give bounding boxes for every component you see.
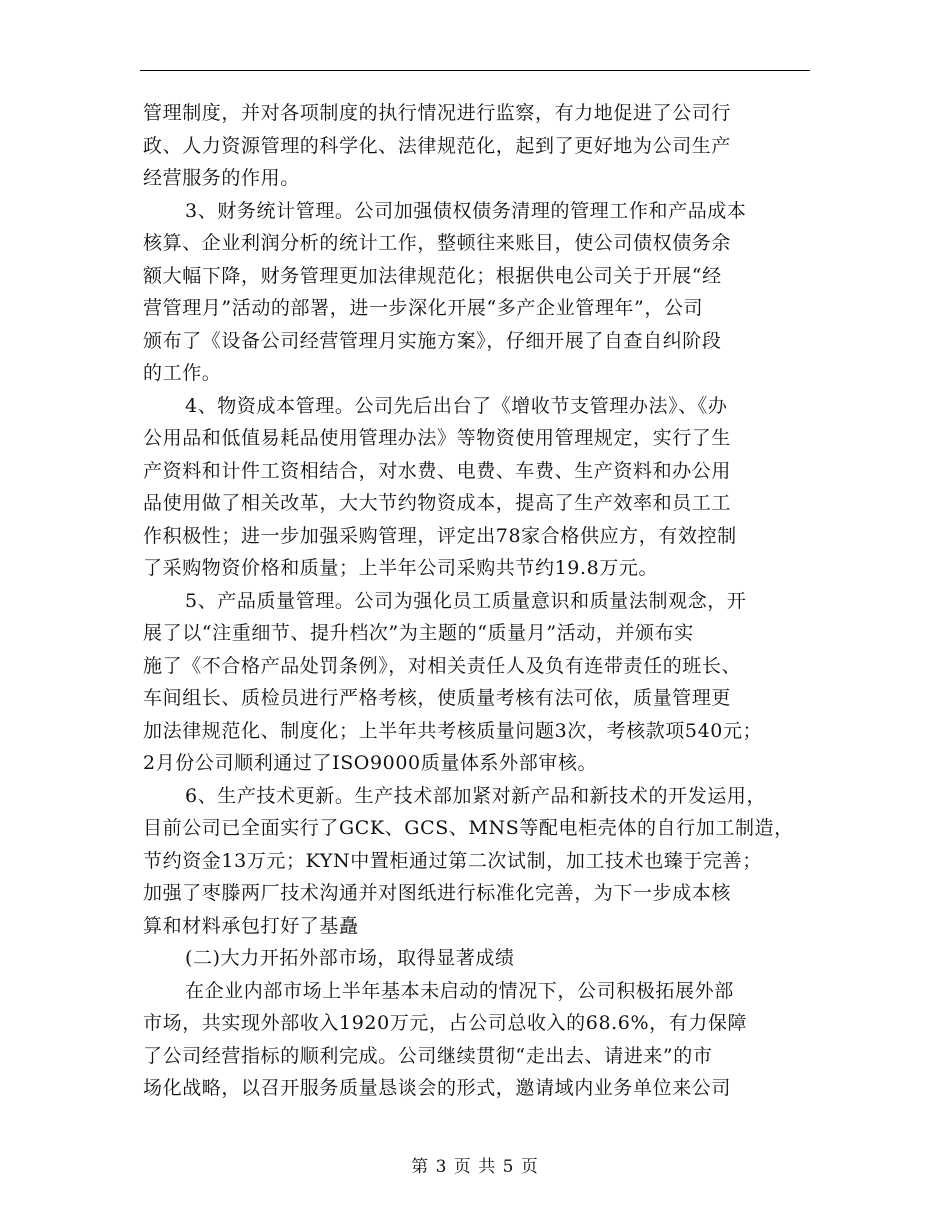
text-line: 场化战略，以召开服务质量恳谈会的形式，邀请域内业务单位来公司	[143, 1077, 732, 1099]
text-line: 市场，共实现外部收入1920万元，占公司总收入的68.6%，有力保障	[143, 1012, 748, 1034]
text-line: 施了《不合格产品处罚条例》，对相关责任人及负有连带责任的班长、	[143, 654, 742, 677]
text-line: 目前公司已全面实行了GCK、GCS、MNS等配电柜壳体的自行加工制造，	[143, 817, 794, 839]
text-line: 加法律规范化、制度化；上半年共考核质量问题3次，考核款项540元；	[143, 719, 763, 742]
text-line: 公用品和低值易耗品使用管理办法》等物资使用管理规定，实行了生	[143, 427, 732, 449]
paragraph-first-line: 5、产品质量管理。公司为强化员工质量意识和质量法制观念，开	[185, 589, 747, 612]
text-line: 展了以“注重细节、提升档次”为主题的“质量月”活动，并颁布实	[143, 622, 694, 644]
header-rule	[140, 70, 810, 71]
text-line: 管理制度，并对各项制度的执行情况进行监察，有力地促进了公司行	[143, 102, 732, 124]
text-line: 算和材料承包打好了基矗	[143, 914, 359, 937]
page-number: 第 3 页 共 5 页	[411, 1157, 539, 1177]
text-line: 核算、企业利润分析的统计工作，整顿往来账目，使公司债权债务余	[143, 232, 732, 254]
text-line: 品使用做了相关改革，大大节约物资成本，提高了生产效率和员工工	[143, 492, 732, 514]
text-line: 节约资金13万元；KYN中置柜通过第二次试制，加工技术也臻于完善；	[143, 849, 762, 872]
text-line: 产资料和计件工资相结合，对水费、电费、车费、生产资料和办公用	[143, 459, 732, 482]
paragraph-first-line: 4、物资成本管理。公司先后出台了《增收节支管理办法》、《办	[185, 394, 728, 417]
text-line: 2月份公司顺利通过了ISO9000质量体系外部审核。	[143, 752, 598, 774]
text-line: 作积极性；进一步加强采购管理，评定出78家合格供应方，有效控制	[143, 524, 737, 547]
paragraph-first-line: 3、财务统计管理。公司加强债权债务清理的管理工作和产品成本	[185, 199, 747, 222]
text-line: 加强了枣滕两厂技术沟通并对图纸进行标准化完善，为下一步成本核	[143, 882, 732, 904]
paragraph-first-line: (二)大力开拓外部市场，取得显著成绩	[185, 947, 515, 969]
text-line: 了采购物资价格和质量；上半年公司采购共节约19.8万元。	[143, 557, 659, 579]
text-line: 车间组长、质检员进行严格考核，使质量考核有法可依，质量管理更	[143, 687, 732, 709]
text-line: 营管理月”活动的部署，进一步深化开展“多产企业管理年”，公司	[143, 297, 704, 319]
paragraph-first-line: 6、生产技术更新。生产技术部加紧对新产品和新技术的开发运用，	[185, 784, 767, 807]
text-line: 颁布了《设备公司经营管理月实施方案》，仔细开展了自查自纠阶段	[143, 329, 722, 352]
text-line: 的工作。	[143, 362, 222, 384]
paragraph-first-line: 在企业内部市场上半年基本未启动的情况下，公司积极拓展外部	[185, 979, 734, 1002]
text-line: 额大幅下降，财务管理更加法律规范化；根据供电公司关于开展“经	[143, 264, 722, 287]
text-line: 政、人力资源管理的科学化、法律规范化，起到了更好地为公司生产	[143, 134, 732, 157]
text-line: 了公司经营指标的顺利完成。公司继续贯彻“走出去、请进来”的市	[143, 1044, 713, 1067]
text-line: 经营服务的作用。	[143, 167, 300, 189]
